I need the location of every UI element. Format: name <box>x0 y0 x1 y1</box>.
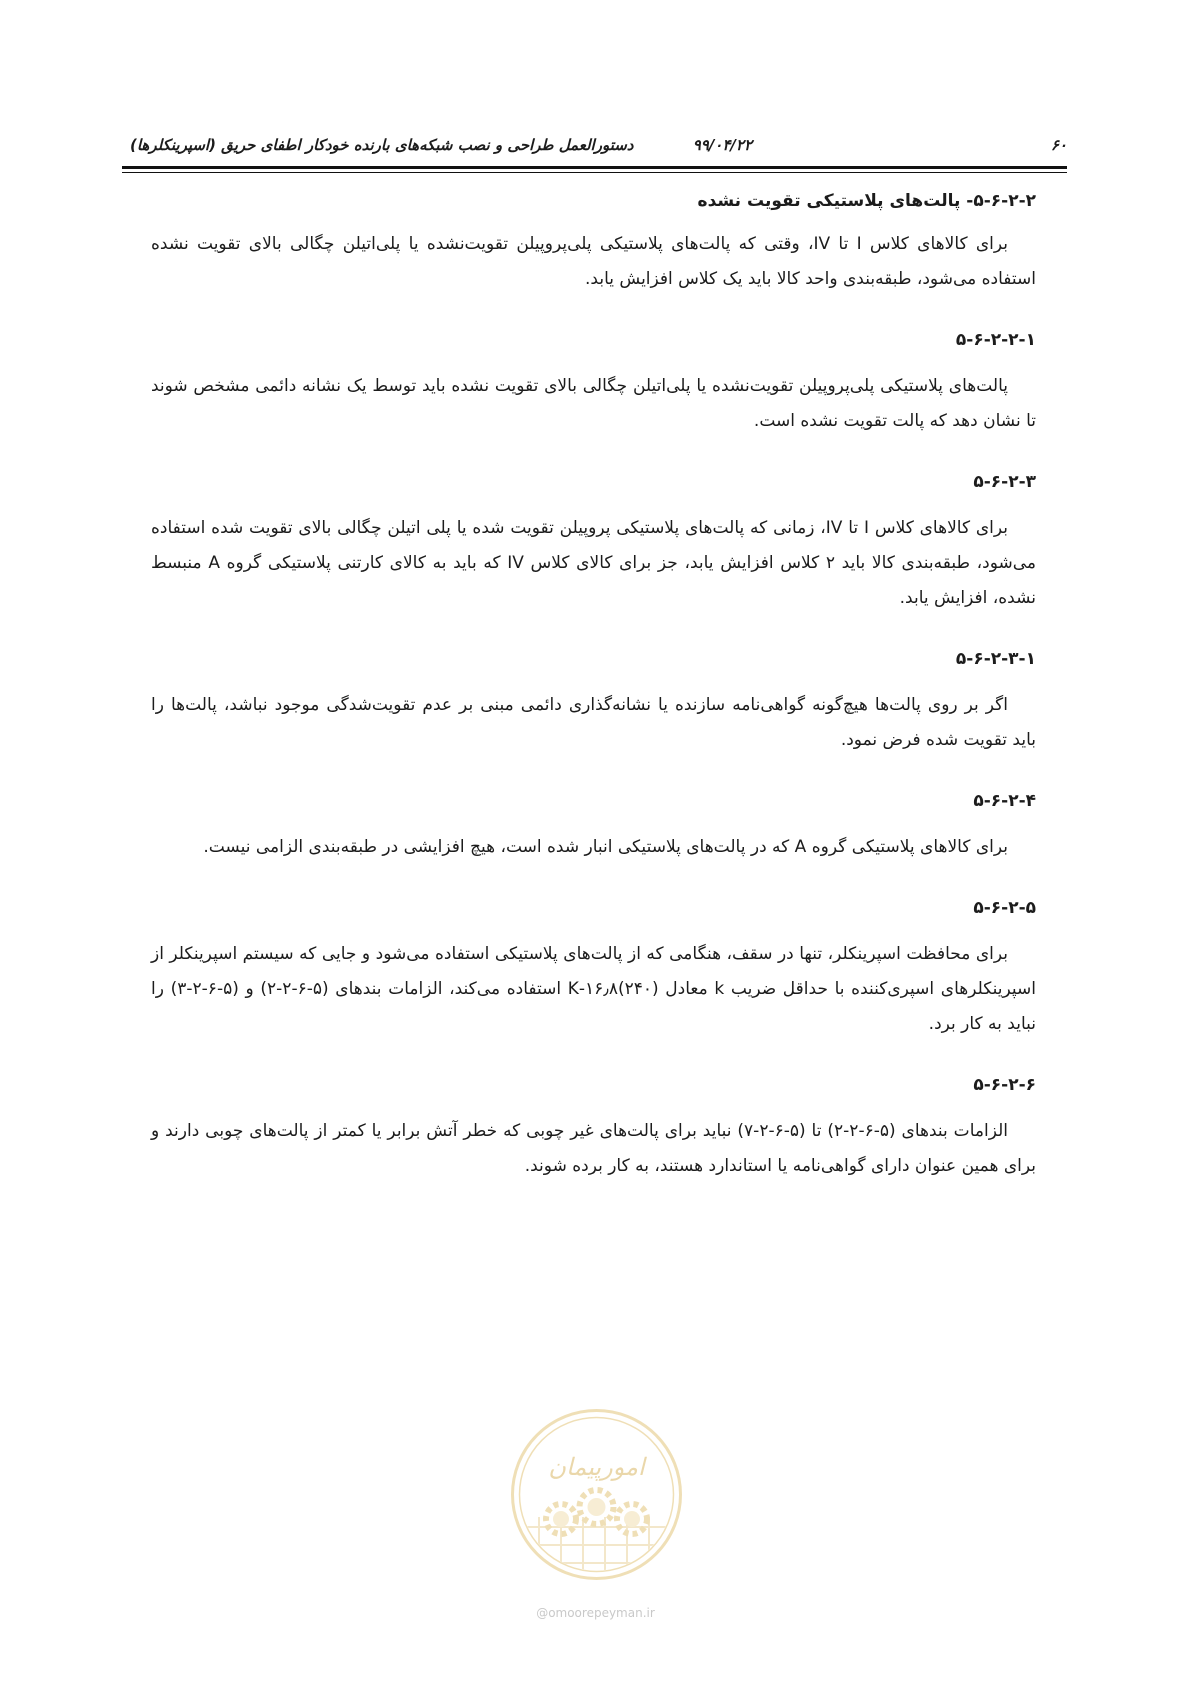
paragraph: برای کالاهای کلاس I تا IV، وقتی که پالت‌های پلاستیکی پلی‌پروپیلن تقویت‌نشده یا پلی‌اتیلن چگالی بالای تقویت نشده استفاده می‌شود، طبقه‌بندی واحد کالا باید یک کلاس افزایش یابد. <box>151 234 1036 289</box>
paragraph: برای کالاهای پلاستیکی گروه A که در پالت‌های پلاستیکی انبار شده است، هیچ افزایشی در طبقه‌بندی الزامی نیست. <box>203 837 1008 857</box>
section-number: ۵-۶-۲-۳ <box>973 472 1036 492</box>
running-header <box>130 132 1067 162</box>
paragraph: برای کالاهای کلاس I تا IV، زمانی که پالت‌های پلاستیکی پروپیلن تقویت شده یا پلی اتیلن چگالی بالای تقویت شده استفاده می‌شود، طبقه‌بندی کالا باید ۲ کلاس افزایش یابد، جز برای کالای کلاس IV که باید به کالای کارتنی پلاستیکی گروه A منبسط نشده، افزایش یابد. <box>151 518 1037 608</box>
paragraph: الزامات بندهای (۵-۶-۲-۲) تا (۵-۶-۲-۷) نباید برای پالت‌های غیر چوبی که خطر آتش برابر یا کمتر از پالت‌های چوبی دارند و برای همین عنوان دارای گواهی‌نامه یا استاندارد هستند، به کار برده شوند. <box>151 1121 1036 1176</box>
header-date: ۹۹/۰۴/۲۲ <box>692 136 752 154</box>
watermark-logo-text: امورپیمان <box>548 1453 645 1481</box>
watermark-logo-icon <box>509 1407 684 1582</box>
document-title: دستورالعمل طراحی و نصب شبکه‌های بارنده خودکار اطفای حریق (اسپرینکلرها) <box>130 136 634 154</box>
header-rule-thin <box>122 172 1067 173</box>
page-number: ۶۰ <box>1050 136 1067 154</box>
paragraph: برای محافظت اسپرینکلر، تنها در سقف، هنگامی که از پالت‌های پلاستیکی استفاده می‌شود و جایی که سیستم اسپرینکلر از اسپرینکلرهای اسپری‌کننده با حداقل ضریب k معادل (۲۴۰)۱۶٫۸-K استفاده می‌کند، الزامات بندهای (۵-۶-۲-۲) و (۵-۶-۲-۳) را نباید به کار برد. <box>151 944 1036 1034</box>
section-number: ۵-۶-۲-۲-۱ <box>955 330 1036 350</box>
body-content <box>151 186 1036 1184</box>
watermark-url: @omoorepeyman.ir <box>536 1606 655 1620</box>
paragraph: پالت‌های پلاستیکی پلی‌پروپیلن تقویت‌نشده یا پلی‌اتیلن چگالی بالای تقویت نشده باید توسط یک نشانه دائمی مشخص شوند تا نشان دهد که پالت تقویت نشده است. <box>151 376 1036 431</box>
section-number: ۵-۶-۲-۶ <box>973 1075 1036 1095</box>
section-heading: ۵-۶-۲-۲- پالت‌های پلاستیکی تقویت نشده <box>697 191 1036 211</box>
section-number: ۵-۶-۲-۵ <box>973 898 1036 918</box>
section-number: ۵-۶-۲-۳-۱ <box>955 649 1036 669</box>
header-rule-thick <box>122 166 1067 169</box>
section-number: ۵-۶-۲-۴ <box>973 791 1036 811</box>
paragraph: اگر بر روی پالت‌ها هیچ‌گونه گواهی‌نامه سازنده یا نشانه‌گذاری دائمی مبنی بر عدم تقویت‌شدگی موجود نباشد، پالت‌ها را باید تقویت شده فرض نمود. <box>151 695 1036 750</box>
